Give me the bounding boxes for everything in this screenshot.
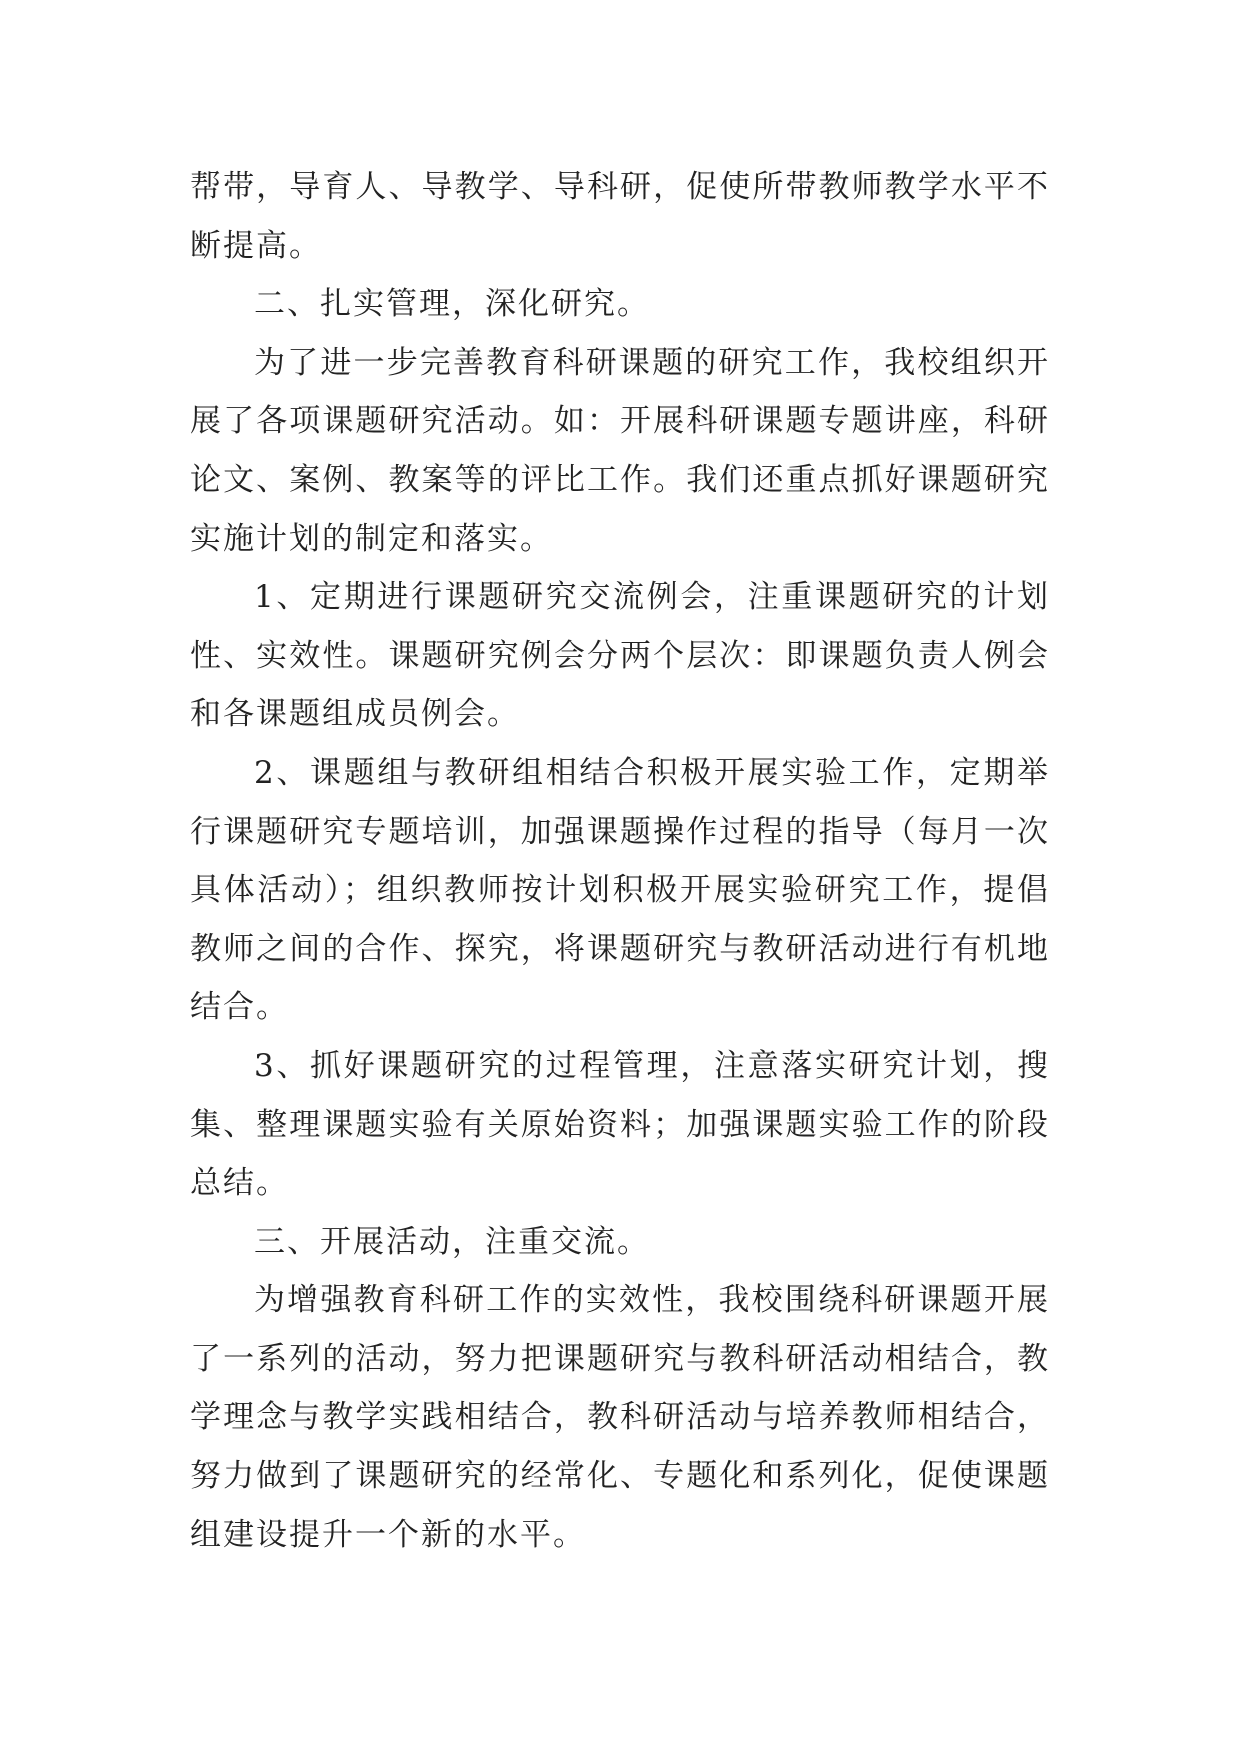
- section-heading-3: 三、开展活动，注重交流。: [254, 1223, 650, 1260]
- paragraph-continuation: 帮带，导育人、导教学、导科研，促使所带教师教学水平不断提高。: [190, 169, 1050, 264]
- list-item-1: 1、定期进行课题研究交流例会，注重课题研究的计划性、实效性。课题研究例会分两个层次：即课题负责人例会和各课题组成员例会。: [190, 579, 1050, 733]
- list-item-3: 3、抓好课题研究的过程管理，注意落实研究计划，搜集、整理课题实验有关原始资料；加强课题实验工作的阶段总结。: [190, 1047, 1050, 1202]
- paragraph-research-work: 为了进一步完善教育科研课题的研究工作，我校组织开展了各项课题研究活动。如：开展科研课题专题讲座，科研论文、案例、教案等的评比工作。我们还重点抓好课题研究实施计划的制定和落实。: [190, 344, 1050, 557]
- document-body: [190, 158, 1050, 1564]
- list-item-2: 2、课题组与教研组相结合积极开展实验工作，定期举行课题研究专题培训，加强课题操作过程的指导（每月一次具体活动）；组织教师按计划积极开展实验研究工作，提倡教师之间的合作、探究，将课题研究与教研活动进行有机地结合。: [190, 754, 1050, 1026]
- paragraph-activities: 为增强教育科研工作的实效性，我校围绕科研课题开展了一系列的活动，努力把课题研究与教科研活动相结合，教学理念与教学实践相结合，教科研活动与培养教师相结合，努力做到了课题研究的经常化、专题化和系列化，促使课题组建设提升一个新的水平。: [190, 1282, 1050, 1553]
- section-heading-2: 二、扎实管理，深化研究。: [254, 286, 650, 323]
